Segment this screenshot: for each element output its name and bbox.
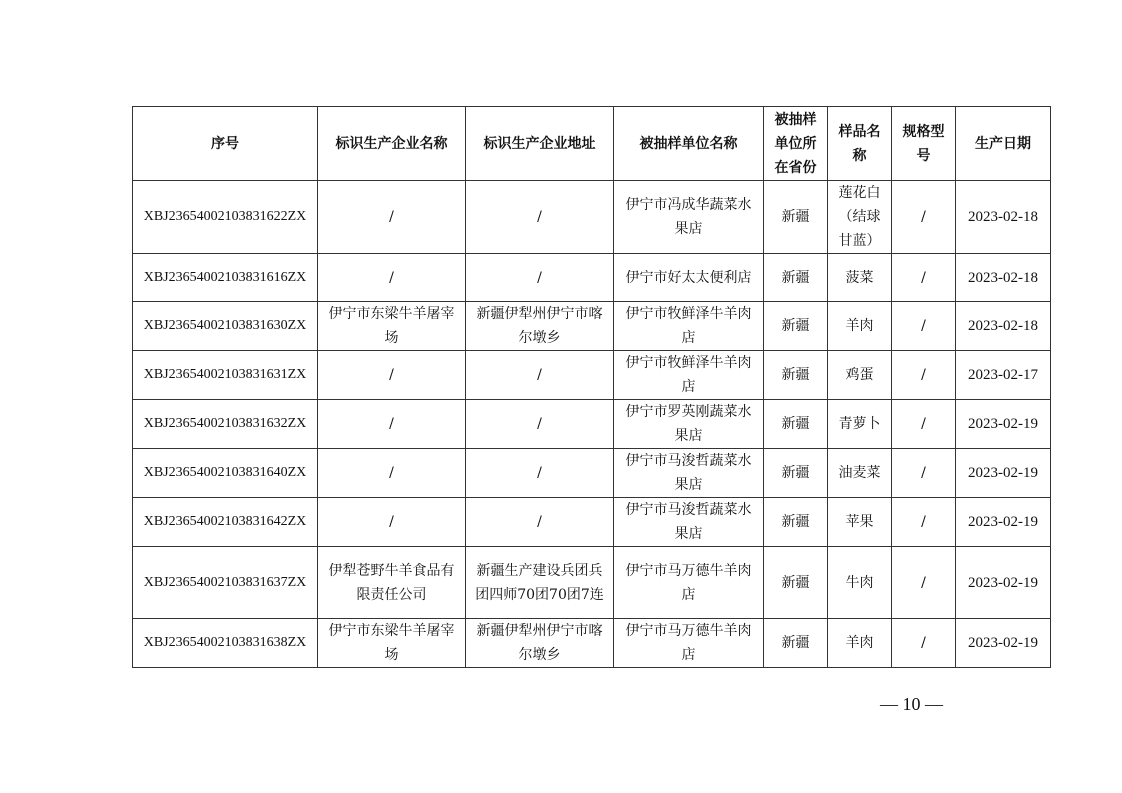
cell-sample-name: 油麦菜 xyxy=(828,449,892,498)
cell-spec: / xyxy=(892,498,956,547)
table-row xyxy=(133,449,1051,498)
cell-production-date: 2023-02-19 xyxy=(956,449,1051,498)
cell-manufacturer-address: / xyxy=(466,181,614,254)
cell-spec: / xyxy=(892,547,956,619)
cell-spec: / xyxy=(892,449,956,498)
table-row xyxy=(133,181,1051,254)
cell-serial: XBJ23654002103831616ZX xyxy=(133,254,318,302)
cell-sampled-unit: 伊宁市牧鲜泽牛羊肉店 xyxy=(614,302,764,351)
cell-manufacturer-address: / xyxy=(466,449,614,498)
cell-manufacturer-address: / xyxy=(466,351,614,400)
header-sample-name: 样品名称 xyxy=(828,107,892,181)
cell-manufacturer-address: / xyxy=(466,498,614,547)
cell-manufacturer-name: / xyxy=(318,254,466,302)
header-production-date: 生产日期 xyxy=(956,107,1051,181)
sample-table xyxy=(132,106,1051,668)
cell-serial: XBJ23654002103831631ZX xyxy=(133,351,318,400)
table-row xyxy=(133,547,1051,619)
table-row xyxy=(133,351,1051,400)
cell-serial: XBJ23654002103831640ZX xyxy=(133,449,318,498)
header-manufacturer-address: 标识生产企业地址 xyxy=(466,107,614,181)
cell-manufacturer-address: 新疆生产建设兵团兵团四师70团70团7连 xyxy=(466,547,614,619)
cell-manufacturer-name: 伊宁市东梁牛羊屠宰场 xyxy=(318,302,466,351)
cell-province: 新疆 xyxy=(764,302,828,351)
cell-sampled-unit: 伊宁市马万德牛羊肉店 xyxy=(614,547,764,619)
cell-sample-name: 鸡蛋 xyxy=(828,351,892,400)
cell-manufacturer-name: / xyxy=(318,351,466,400)
cell-sample-name: 莲花白（结球甘蓝） xyxy=(828,181,892,254)
header-spec: 规格型号 xyxy=(892,107,956,181)
cell-province: 新疆 xyxy=(764,400,828,449)
cell-spec: / xyxy=(892,254,956,302)
cell-manufacturer-name: 伊犁苍野牛羊食品有限责任公司 xyxy=(318,547,466,619)
cell-sample-name: 羊肉 xyxy=(828,302,892,351)
cell-province: 新疆 xyxy=(764,181,828,254)
cell-province: 新疆 xyxy=(764,254,828,302)
cell-manufacturer-address: / xyxy=(466,400,614,449)
cell-province: 新疆 xyxy=(764,498,828,547)
cell-production-date: 2023-02-18 xyxy=(956,254,1051,302)
cell-province: 新疆 xyxy=(764,351,828,400)
cell-sample-name: 羊肉 xyxy=(828,619,892,668)
cell-serial: XBJ23654002103831632ZX xyxy=(133,400,318,449)
cell-production-date: 2023-02-19 xyxy=(956,498,1051,547)
cell-manufacturer-name: / xyxy=(318,400,466,449)
cell-manufacturer-name: / xyxy=(318,498,466,547)
cell-manufacturer-name: 伊宁市东梁牛羊屠宰场 xyxy=(318,619,466,668)
cell-sampled-unit: 伊宁市冯成华蔬菜水果店 xyxy=(614,181,764,254)
header-province: 被抽样单位所在省份 xyxy=(764,107,828,181)
cell-sampled-unit: 伊宁市马浚哲蔬菜水果店 xyxy=(614,498,764,547)
cell-manufacturer-name: / xyxy=(318,181,466,254)
cell-spec: / xyxy=(892,351,956,400)
table-row xyxy=(133,619,1051,668)
cell-production-date: 2023-02-17 xyxy=(956,351,1051,400)
cell-sample-name: 青萝卜 xyxy=(828,400,892,449)
cell-province: 新疆 xyxy=(764,547,828,619)
table-body xyxy=(133,181,1051,668)
table-row xyxy=(133,302,1051,351)
cell-sampled-unit: 伊宁市马浚哲蔬菜水果店 xyxy=(614,449,764,498)
cell-production-date: 2023-02-19 xyxy=(956,547,1051,619)
cell-spec: / xyxy=(892,181,956,254)
cell-sampled-unit: 伊宁市好太太便利店 xyxy=(614,254,764,302)
header-serial: 序号 xyxy=(133,107,318,181)
cell-province: 新疆 xyxy=(764,619,828,668)
cell-sampled-unit: 伊宁市罗英刚蔬菜水果店 xyxy=(614,400,764,449)
cell-production-date: 2023-02-18 xyxy=(956,302,1051,351)
page-number: — 10 — xyxy=(880,694,943,714)
cell-sample-name: 苹果 xyxy=(828,498,892,547)
cell-serial: XBJ23654002103831637ZX xyxy=(133,547,318,619)
cell-spec: / xyxy=(892,400,956,449)
cell-manufacturer-address: / xyxy=(466,254,614,302)
table-row xyxy=(133,254,1051,302)
table-row xyxy=(133,400,1051,449)
cell-manufacturer-name: / xyxy=(318,449,466,498)
cell-production-date: 2023-02-19 xyxy=(956,619,1051,668)
table-row xyxy=(133,498,1051,547)
cell-serial: XBJ23654002103831622ZX xyxy=(133,181,318,254)
header-sampled-unit: 被抽样单位名称 xyxy=(614,107,764,181)
cell-sample-name: 牛肉 xyxy=(828,547,892,619)
cell-serial: XBJ23654002103831642ZX xyxy=(133,498,318,547)
cell-production-date: 2023-02-18 xyxy=(956,181,1051,254)
cell-sample-name: 菠菜 xyxy=(828,254,892,302)
cell-serial: XBJ23654002103831630ZX xyxy=(133,302,318,351)
cell-spec: / xyxy=(892,619,956,668)
header-manufacturer-name: 标识生产企业名称 xyxy=(318,107,466,181)
cell-manufacturer-address: 新疆伊犁州伊宁市喀尔墩乡 xyxy=(466,302,614,351)
cell-sampled-unit: 伊宁市牧鲜泽牛羊肉店 xyxy=(614,351,764,400)
header-row xyxy=(133,107,1051,181)
cell-serial: XBJ23654002103831638ZX xyxy=(133,619,318,668)
cell-spec: / xyxy=(892,302,956,351)
cell-sampled-unit: 伊宁市马万德牛羊肉店 xyxy=(614,619,764,668)
cell-manufacturer-address: 新疆伊犁州伊宁市喀尔墩乡 xyxy=(466,619,614,668)
cell-province: 新疆 xyxy=(764,449,828,498)
cell-production-date: 2023-02-19 xyxy=(956,400,1051,449)
